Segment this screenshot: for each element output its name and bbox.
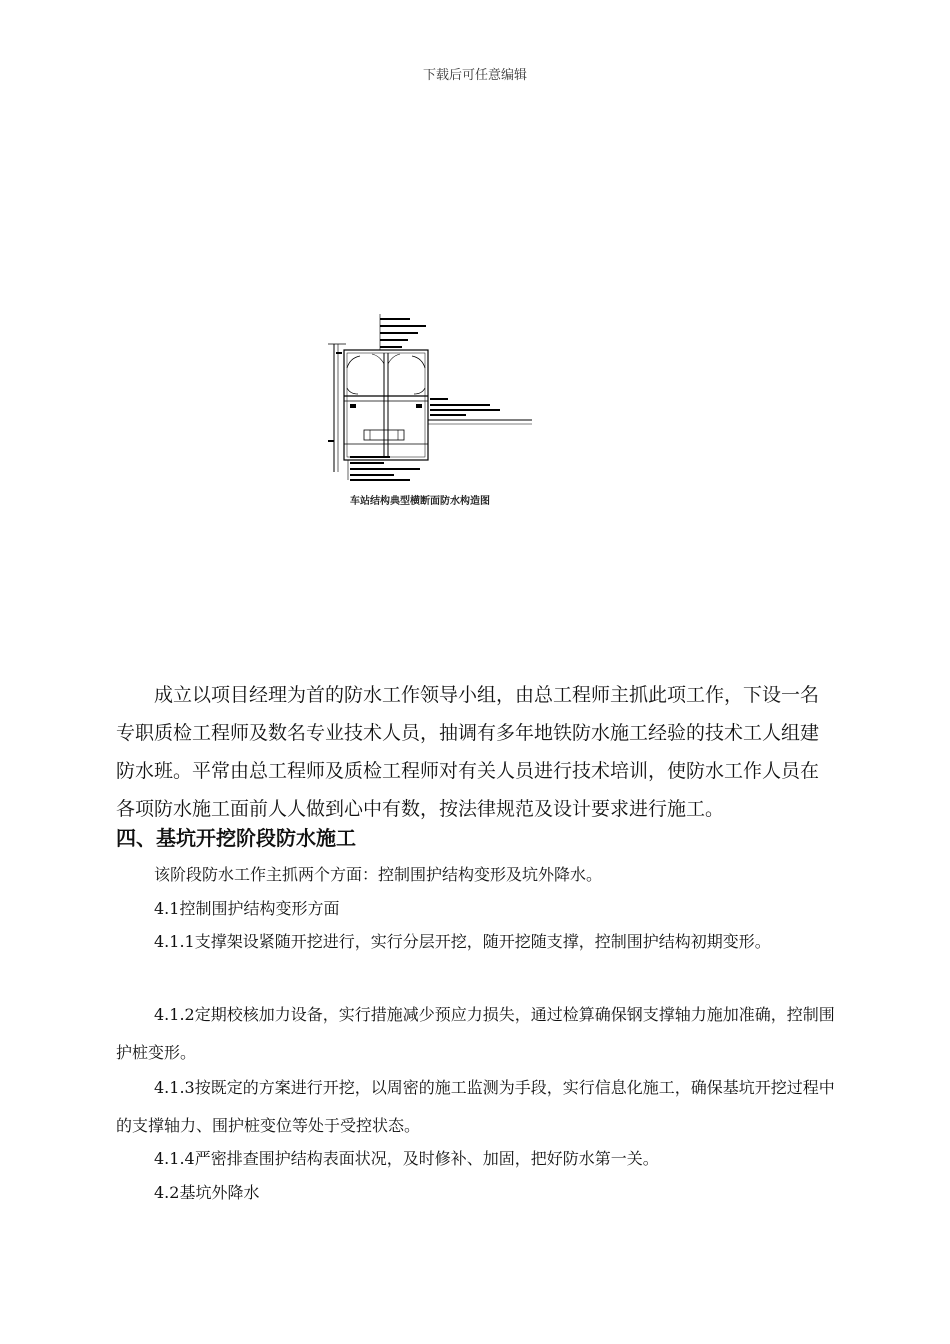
item-4-1-1: 4.1.1支撑架设紧随开挖进行，实行分层开挖，随开挖随支撑，控制围护结构初期变形。 xyxy=(154,932,771,951)
subsection-4-2: 4.2基坑外降水 xyxy=(154,1183,260,1202)
section-heading-4: 四、基坑开挖阶段防水施工 xyxy=(116,826,356,850)
waterproof-section-drawing xyxy=(300,308,540,518)
item-4-1-3: 4.1.3按既定的方案进行开挖，以周密的施工监测为手段，实行信息化施工，确保基坑开挖过程中的支撑轴力、围护桩变位等处于受控状态。 xyxy=(116,1078,835,1135)
section-intro: 该阶段防水工作主抓两个方面：控制围护结构变形及坑外降水。 xyxy=(154,865,603,884)
item-4-1-4: 4.1.4严密排查围护结构表面状况，及时修补、加固，把好防水第一关。 xyxy=(154,1149,659,1168)
figure-caption: 车站结构典型横断面防水构造图 xyxy=(350,496,490,507)
page-header-note: 下载后可任意编辑 xyxy=(422,68,527,83)
subsection-4-1: 4.1控制围护结构变形方面 xyxy=(154,899,340,918)
paragraph-team: 成立以项目经理为首的防水工作领导小组，由总工程师主抓此项工作，下设一名专职质检工程师及数名专业技术人员，抽调有多年地铁防水施工经验的技术工人组建防水班。平常由总工程师及质检工程师对有关人员进行技术培训，使防水工作人员在各项防水施工面前人人做到心中有数，按法律规范及设计要求进行施工。 xyxy=(116,684,820,820)
item-4-1-2: 4.1.2定期校核加力设备，实行措施减少预应力损失，通过检算确保钢支撑轴力施加准确，控制围护桩变形。 xyxy=(116,1005,835,1062)
